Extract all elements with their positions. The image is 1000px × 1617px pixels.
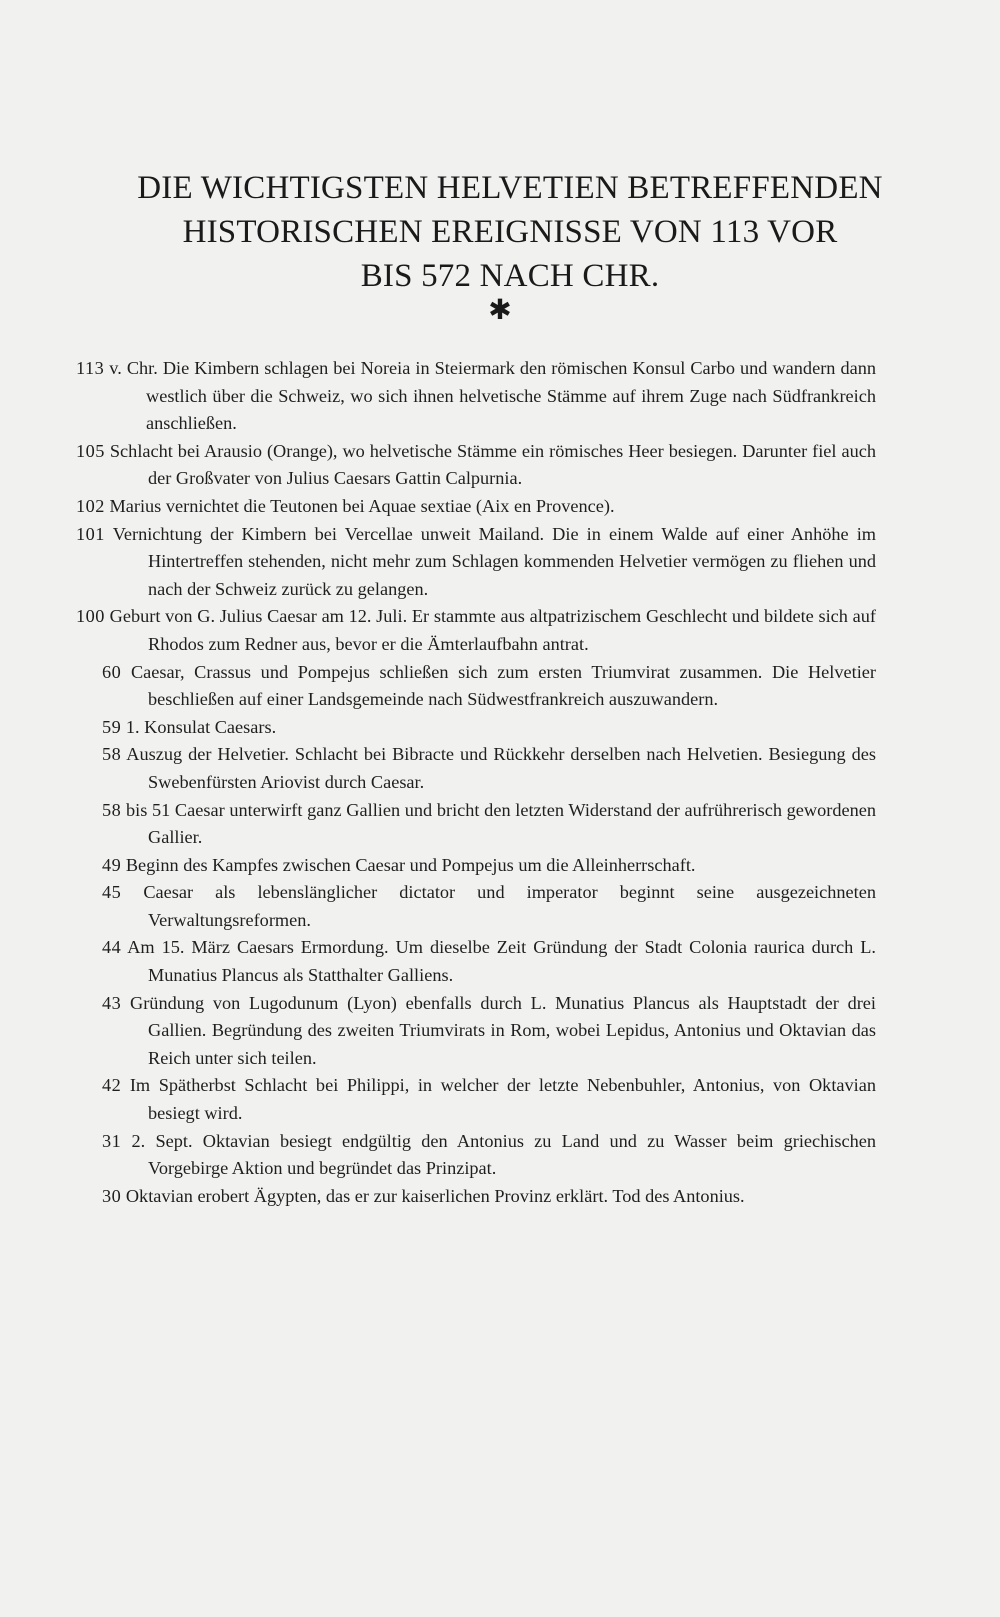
chronology-entry	[76, 1072, 876, 1127]
entry-text: v. Chr. Die Kimbern schlagen bei Noreia in Steiermark den römischen Konsul Carbo und wandern dann westlich über die Schweiz, wo sich ihnen helvetische Stämme auf ihrem Zuge nach Südfrankreich anschließen.	[109, 358, 876, 434]
page-title	[70, 166, 950, 298]
title-line-1: DIE WICHTIGSTEN HELVETIEN BETREFFENDEN	[137, 170, 883, 206]
entry-text: Beginn des Kampfes zwischen Caesar und Pompejus um die Alleinherrschaft.	[125, 854, 696, 875]
entry-text: bis 51 Caesar unterwirft ganz Gallien und bricht den letzten Widerstand der aufrührerisch gewordenen Gallier.	[125, 799, 876, 848]
chronology-entry	[76, 934, 876, 989]
entry-year: 58	[102, 744, 122, 765]
entry-text: Gründung von Lugodunum (Lyon) ebenfalls durch L. Munatius Plancus als Hauptstadt der drei Gallien. Begründung des zweiten Triumvirats in Rom, wobei Lepidus, Antonius und Oktavian das Reich unter sich teilen.	[130, 992, 876, 1068]
title-line-3: BIS 572 NACH CHR.	[360, 258, 660, 294]
chronology-entry	[76, 797, 876, 852]
chronology-list	[76, 355, 876, 1210]
chronology-entry	[76, 714, 876, 742]
chronology-entry	[76, 603, 876, 658]
entry-text: Geburt von G. Julius Caesar am 12. Juli. Er stammte aus altpatrizischem Geschlecht und bildete sich auf Rhodos zum Redner aus, bevor er die Ämterlaufbahn antrat.	[109, 606, 876, 654]
entry-year: 43	[102, 992, 122, 1013]
chronology-entry	[76, 438, 876, 493]
chronology-entry	[76, 741, 876, 796]
chronology-entry	[76, 659, 876, 714]
entry-text: Auszug der Helvetier. Schlacht bei Bibracte und Rückkehr derselben nach Helvetien. Besiegung des Swebenfürsten Ariovist durch Caesar.	[126, 744, 877, 792]
chronology-entry	[76, 879, 876, 934]
entry-year: 102	[76, 495, 105, 516]
entry-year: 105	[76, 440, 105, 461]
chronology-entry	[76, 493, 876, 521]
chronology-entry	[76, 852, 876, 880]
entry-text: Schlacht bei Arausio (Orange), wo helvetische Stämme ein römisches Heer besiegen. Darunter fiel auch der Großvater von Julius Caesars Gattin Calpurnia.	[109, 440, 876, 489]
entry-year: 101	[76, 523, 105, 544]
entry-year: 113	[76, 358, 105, 378]
chronology-entry	[76, 1128, 876, 1183]
chronology-entry	[76, 355, 876, 438]
chronology-entry	[76, 990, 876, 1073]
entry-year: 30	[102, 1185, 122, 1206]
entry-text: Oktavian erobert Ägypten, das er zur kaiserlichen Provinz erklärt. Tod des Antonius.	[125, 1185, 745, 1206]
entry-year: 60	[102, 661, 122, 682]
entry-text: Caesar, Crassus und Pompejus schließen sich zum ersten Triumvirat zusammen. Die Helvetier beschließen auf einer Landsgemeinde nach Südwestfrankreich auszuwandern.	[130, 661, 876, 710]
chronology-entry	[76, 1183, 876, 1211]
entry-year: 100	[76, 606, 105, 627]
entry-year: 58	[102, 799, 122, 820]
entry-year: 31	[102, 1130, 122, 1151]
entry-text: Am 15. März Caesars Ermordung. Um dieselbe Zeit Gründung der Stadt Colonia raurica durch L. Munatius Plancus als Statthalter Galliens.	[127, 937, 876, 986]
entry-year: 49	[102, 854, 122, 875]
entry-text: Marius vernichtet die Teutonen bei Aquae sextiae (Aix en Provence).	[109, 495, 615, 516]
chronology-entry	[76, 521, 876, 604]
entry-year: 59	[102, 716, 122, 737]
entry-year: 44	[102, 937, 122, 958]
entry-text: 2. Sept. Oktavian besiegt endgültig den Antonius zu Land und zu Wasser beim griechischen Vorgebirge Aktion und begründet das Prinzipat.	[131, 1130, 876, 1179]
entry-year: 45	[102, 882, 122, 903]
title-line-2: HISTORISCHEN EREIGNISSE VON 113 VOR	[182, 214, 838, 250]
entry-text: Vernichtung der Kimbern bei Vercellae unweit Mailand. Die in einem Walde auf einer Anhöhe im Hintertreffen stehenden, nicht mehr zum Schlagen kommenden Helvetier vermögen zu fliehen und nach der Schweiz zurück zu gelangen.	[112, 523, 876, 599]
asterisk-ornament-icon: ✱	[488, 293, 512, 326]
entry-text: Im Spätherbst Schlacht bei Philippi, in welcher der letzte Nebenbuhler, Antonius, von Oktavian besiegt wird.	[129, 1075, 876, 1124]
entry-year: 42	[102, 1075, 122, 1096]
entry-text: 1. Konsulat Caesars.	[125, 716, 277, 737]
entry-text: Caesar als lebenslänglicher dictator und imperator beginnt seine ausgezeichneten Verwaltungsreformen.	[143, 882, 876, 930]
